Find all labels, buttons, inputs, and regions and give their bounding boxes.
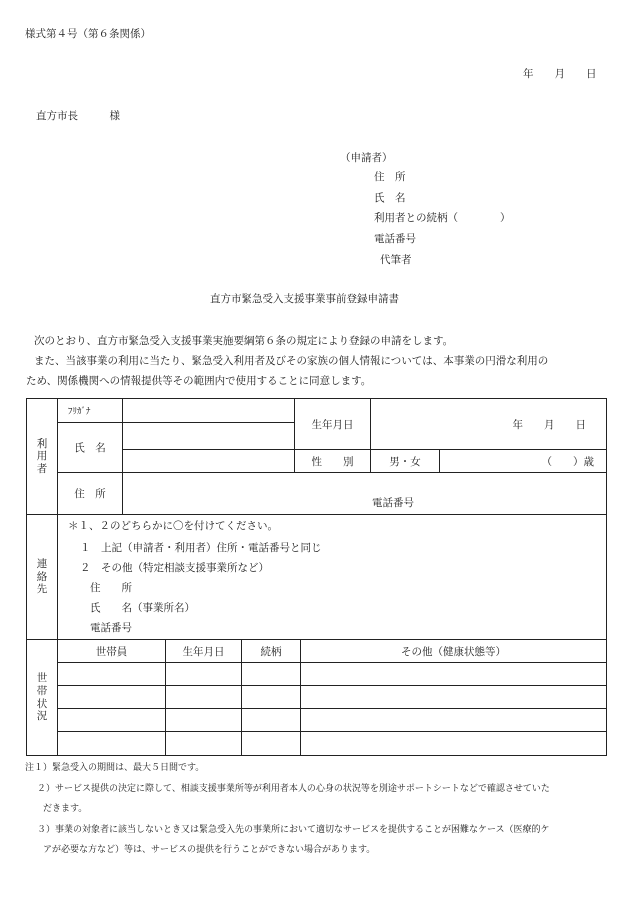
age-field[interactable]: （ ）歳	[440, 450, 607, 473]
user-section-label: 利 用 者	[27, 399, 58, 515]
user-address-cell[interactable]	[123, 473, 607, 515]
note-3: ３）事業の対象者に該当しないとき又は緊急受入先の事業所において適切なサービスを提供することが困難なケース（医療的ケ	[37, 825, 550, 835]
body-paragraph-3: ため、関係機関への情報提供等その範囲内で使用することに同意します。	[26, 375, 372, 387]
contact-phone-label: 電話番号	[90, 622, 132, 634]
furigana-input-cell[interactable]	[123, 399, 295, 423]
col-other-health: その他（健康状態等）	[301, 640, 607, 663]
contact-address-label: 住 所	[90, 582, 132, 594]
date-line: 年 月 日	[523, 68, 597, 80]
body-paragraph-1: 次のとおり、直方市緊急受入支援事業実施要綱第６条の規定により登録の申請をします。	[34, 335, 454, 347]
user-name-input-cell-2[interactable]	[123, 450, 295, 473]
furigana-label: ﾌﾘｶﾞﾅ	[58, 399, 123, 423]
user-name-input-cell[interactable]	[123, 423, 295, 450]
contact-option-2[interactable]: ２ その他（特定相談支援事業所など）	[80, 562, 269, 574]
note-2-cont: だきます。	[43, 804, 88, 814]
col-relation: 続柄	[242, 640, 301, 663]
household-table	[26, 639, 607, 756]
user-contact-table	[26, 398, 607, 640]
user-address-label: 住 所	[58, 473, 123, 515]
birthdate-value[interactable]: 年 月 日	[371, 399, 607, 450]
note-3-cont: アが必要な方など）等は、サービスの提供を行うことができない場合があります。	[43, 845, 376, 855]
table-row	[27, 686, 607, 709]
gender-label: 性 別	[295, 450, 371, 473]
contact-instruction: ＊１、２のどちらかに〇を付けてください。	[68, 520, 278, 532]
document-title: 直方市緊急受入支援事業事前登録申請書	[210, 293, 399, 305]
note-1: 注１）緊急受入の期間は、最大５日間です。	[25, 763, 205, 773]
contact-section-label: 連 絡 先	[27, 515, 58, 640]
body-paragraph-2: また、当該事業の利用に当たり、緊急受入利用者及びその家族の個人情報については、本事業の円滑な利用の	[34, 355, 549, 367]
col-household-member: 世帯員	[58, 640, 166, 663]
applicant-phone-label: 電話番号	[374, 233, 416, 245]
gender-options[interactable]: 男・女	[371, 450, 440, 473]
applicant-address-label: 住 所	[374, 171, 406, 183]
col-birthdate: 生年月日	[166, 640, 242, 663]
note-2: ２）サービス提供の決定に際して、相談支援事業所等が利用者本人の心身の状況等を別途サポートシートなどで確認させていた	[37, 784, 550, 794]
contact-option-1[interactable]: １ 上記（申請者・利用者）住所・電話番号と同じ	[80, 542, 322, 554]
table-row	[27, 709, 607, 732]
applicant-heading: （申請者）	[340, 152, 393, 164]
household-section-label: 世 帯 状 況	[27, 640, 58, 756]
table-row	[27, 663, 607, 686]
contact-content-cell	[58, 515, 607, 640]
applicant-name-label: 氏 名	[374, 192, 406, 204]
addressee: 直方市長 様	[36, 110, 120, 122]
form-number: 様式第４号（第６条関係）	[25, 28, 151, 40]
user-name-label: 氏 名	[58, 423, 123, 473]
contact-name-label: 氏 名（事業所名）	[90, 602, 195, 614]
birthdate-label: 生年月日	[295, 399, 371, 450]
applicant-proxy-label: 代筆者	[380, 254, 412, 266]
applicant-relation-label: 利用者との続柄（ ）	[374, 212, 511, 224]
table-row	[27, 732, 607, 756]
user-phone-label: 電話番号	[372, 497, 414, 509]
